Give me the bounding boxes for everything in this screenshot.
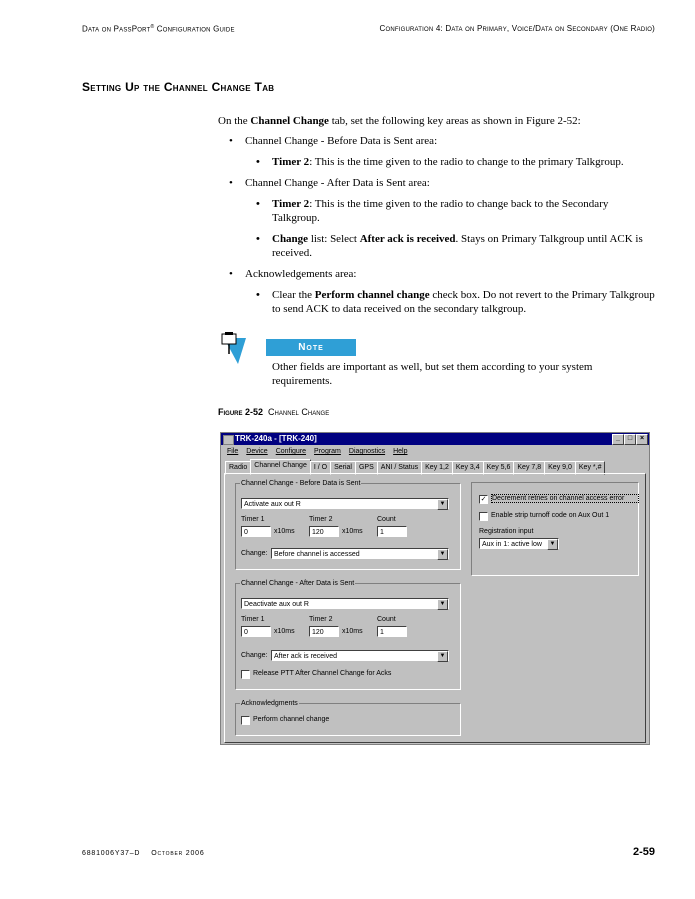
note-badge: Note — [266, 339, 356, 356]
app-icon — [223, 435, 234, 445]
body-text — [218, 114, 658, 323]
menu-bar — [221, 446, 649, 457]
tab-key-1-2[interactable]: Key 1,2 — [421, 461, 453, 475]
before-change-label: Change: — [241, 550, 268, 557]
group-before-legend: Channel Change - Before Data is Sent — [241, 480, 361, 487]
figure-caption: Figure 2-52 Channel Change — [218, 407, 330, 417]
tab-radio[interactable]: Radio — [225, 461, 251, 475]
after-timer2-input[interactable]: 120 — [309, 626, 339, 637]
bullet-ack-perform: • Clear the Perform channel change check box. Do not revert to the Primary Talkgroup to send ACK to data received on the secondary talkgroup. — [218, 288, 658, 316]
tab-key-7-8[interactable]: Key 7,8 — [513, 461, 545, 475]
window-title: TRK-240a - [TRK-240] — [235, 434, 317, 443]
footer-doc-id: 6881006Y37–D October 2006 — [82, 850, 205, 857]
before-timer1-unit: x10ms — [274, 528, 295, 535]
before-action-dropdown[interactable]: Activate aux out R ▼ — [241, 498, 449, 509]
maximize-button[interactable]: □ — [624, 434, 636, 445]
bullet-after-change: • Change list: Select After ack is received. Stays on Primary Talkgroup until ACK is received. — [218, 232, 658, 260]
chevron-down-icon: ▼ — [437, 599, 448, 610]
release-ptt-checkbox[interactable] — [241, 670, 250, 679]
bullet-before-timer2: • Timer 2: This is the time given to the radio to change to the primary Talkgroup. — [218, 155, 658, 169]
menu-device[interactable]: Device — [246, 448, 268, 455]
after-timer1-input[interactable]: 0 — [241, 626, 271, 637]
after-timer2-unit: x10ms — [342, 628, 363, 635]
strip-turnoff-label: Enable strip turnoff code on Aux Out 1 — [491, 512, 610, 519]
tab-channel-change[interactable]: Channel Change — [250, 459, 311, 475]
tab-key-9-0[interactable]: Key 9,0 — [544, 461, 576, 475]
page-number: 2-59 — [632, 846, 655, 858]
bullet-before: • Channel Change - Before Data is Sent area: — [218, 134, 658, 148]
app-window-screenshot — [220, 432, 650, 745]
decrement-retries-checkbox[interactable]: ✓ — [480, 496, 487, 503]
release-ptt-label: Release PTT After Channel Change for Acks — [253, 670, 392, 677]
perform-channel-change-checkbox[interactable] — [241, 716, 250, 725]
chevron-down-icon: ▼ — [437, 499, 448, 510]
registration-input-dropdown[interactable]: Aux in 1: active low ▼ — [479, 538, 559, 549]
after-count-input[interactable]: 1 — [377, 626, 407, 637]
perform-channel-change-label: Perform channel change — [253, 716, 330, 723]
after-change-dropdown[interactable]: After ack is received ▼ — [271, 650, 449, 661]
chevron-down-icon: ▼ — [547, 539, 558, 550]
group-after-legend: Channel Change - After Data is Sent — [241, 580, 355, 587]
before-timer1-input[interactable]: 0 — [241, 526, 271, 537]
tab-strip — [225, 459, 649, 472]
bullet-ack: • Acknowledgements area: — [218, 267, 658, 281]
bullet-after-timer2: • Timer 2: This is the time given to the radio to change back to the Secondary Talkgroup. — [218, 197, 658, 225]
after-timer1-unit: x10ms — [274, 628, 295, 635]
running-header-left: Data on PassPort® Configuration Guide — [82, 24, 235, 34]
decrement-retries-label: Decrement retries on channel access error — [491, 494, 639, 503]
chevron-down-icon: ▼ — [437, 549, 448, 560]
tab-ani-status[interactable]: ANI / Status — [377, 461, 422, 475]
tab-panel — [224, 473, 646, 743]
bullet-after: • Channel Change - After Data is Sent area: — [218, 176, 658, 190]
before-timer2-input[interactable]: 120 — [309, 526, 339, 537]
before-timer2-label: Timer 2 — [309, 516, 333, 523]
before-timer2-unit: x10ms — [342, 528, 363, 535]
note-pushpin-icon — [216, 330, 258, 364]
strip-turnoff-checkbox[interactable] — [479, 512, 488, 521]
note-text: Other fields are important as well, but set them according to your system requirements. — [272, 361, 593, 387]
intro-paragraph: On the Channel Change tab, set the following key areas as shown in Figure 2-52: — [218, 115, 581, 127]
tab-key-3-4[interactable]: Key 3,4 — [452, 461, 484, 475]
tab-key-5-6[interactable]: Key 5,6 — [483, 461, 515, 475]
after-count-label: Count — [377, 616, 396, 623]
menu-program[interactable]: Program — [314, 448, 341, 455]
section-title: Setting Up the Channel Change Tab — [82, 80, 275, 94]
after-action-dropdown[interactable]: Deactivate aux out R ▼ — [241, 598, 449, 609]
close-button[interactable]: × — [636, 434, 648, 445]
tab-key-star-hash[interactable]: Key *,# — [575, 461, 606, 475]
after-timer1-label: Timer 1 — [241, 616, 265, 623]
registration-input-label: Registration input — [479, 528, 534, 535]
group-ack-legend: Acknowledgments — [241, 700, 298, 707]
after-change-label: Change: — [241, 652, 268, 659]
before-count-input[interactable]: 1 — [377, 526, 407, 537]
menu-configure[interactable]: Configure — [275, 448, 307, 455]
minimize-button[interactable]: _ — [612, 434, 624, 445]
window-titlebar — [221, 433, 649, 445]
menu-diagnostics[interactable]: Diagnostics — [348, 448, 386, 455]
tab-gps[interactable]: GPS — [355, 461, 378, 475]
after-timer2-label: Timer 2 — [309, 616, 333, 623]
menu-help[interactable]: Help — [393, 448, 408, 455]
before-count-label: Count — [377, 516, 396, 523]
before-timer1-label: Timer 1 — [241, 516, 265, 523]
tab-io[interactable]: I / O — [310, 461, 331, 475]
tab-serial[interactable]: Serial — [330, 461, 356, 475]
menu-file[interactable]: File — [227, 448, 239, 455]
before-change-dropdown[interactable]: Before channel is accessed ▼ — [271, 548, 449, 559]
running-header-right: Configuration 4: Data on Primary, Voice/Data on Secondary (One Radio) — [379, 24, 655, 33]
chevron-down-icon: ▼ — [437, 651, 448, 662]
